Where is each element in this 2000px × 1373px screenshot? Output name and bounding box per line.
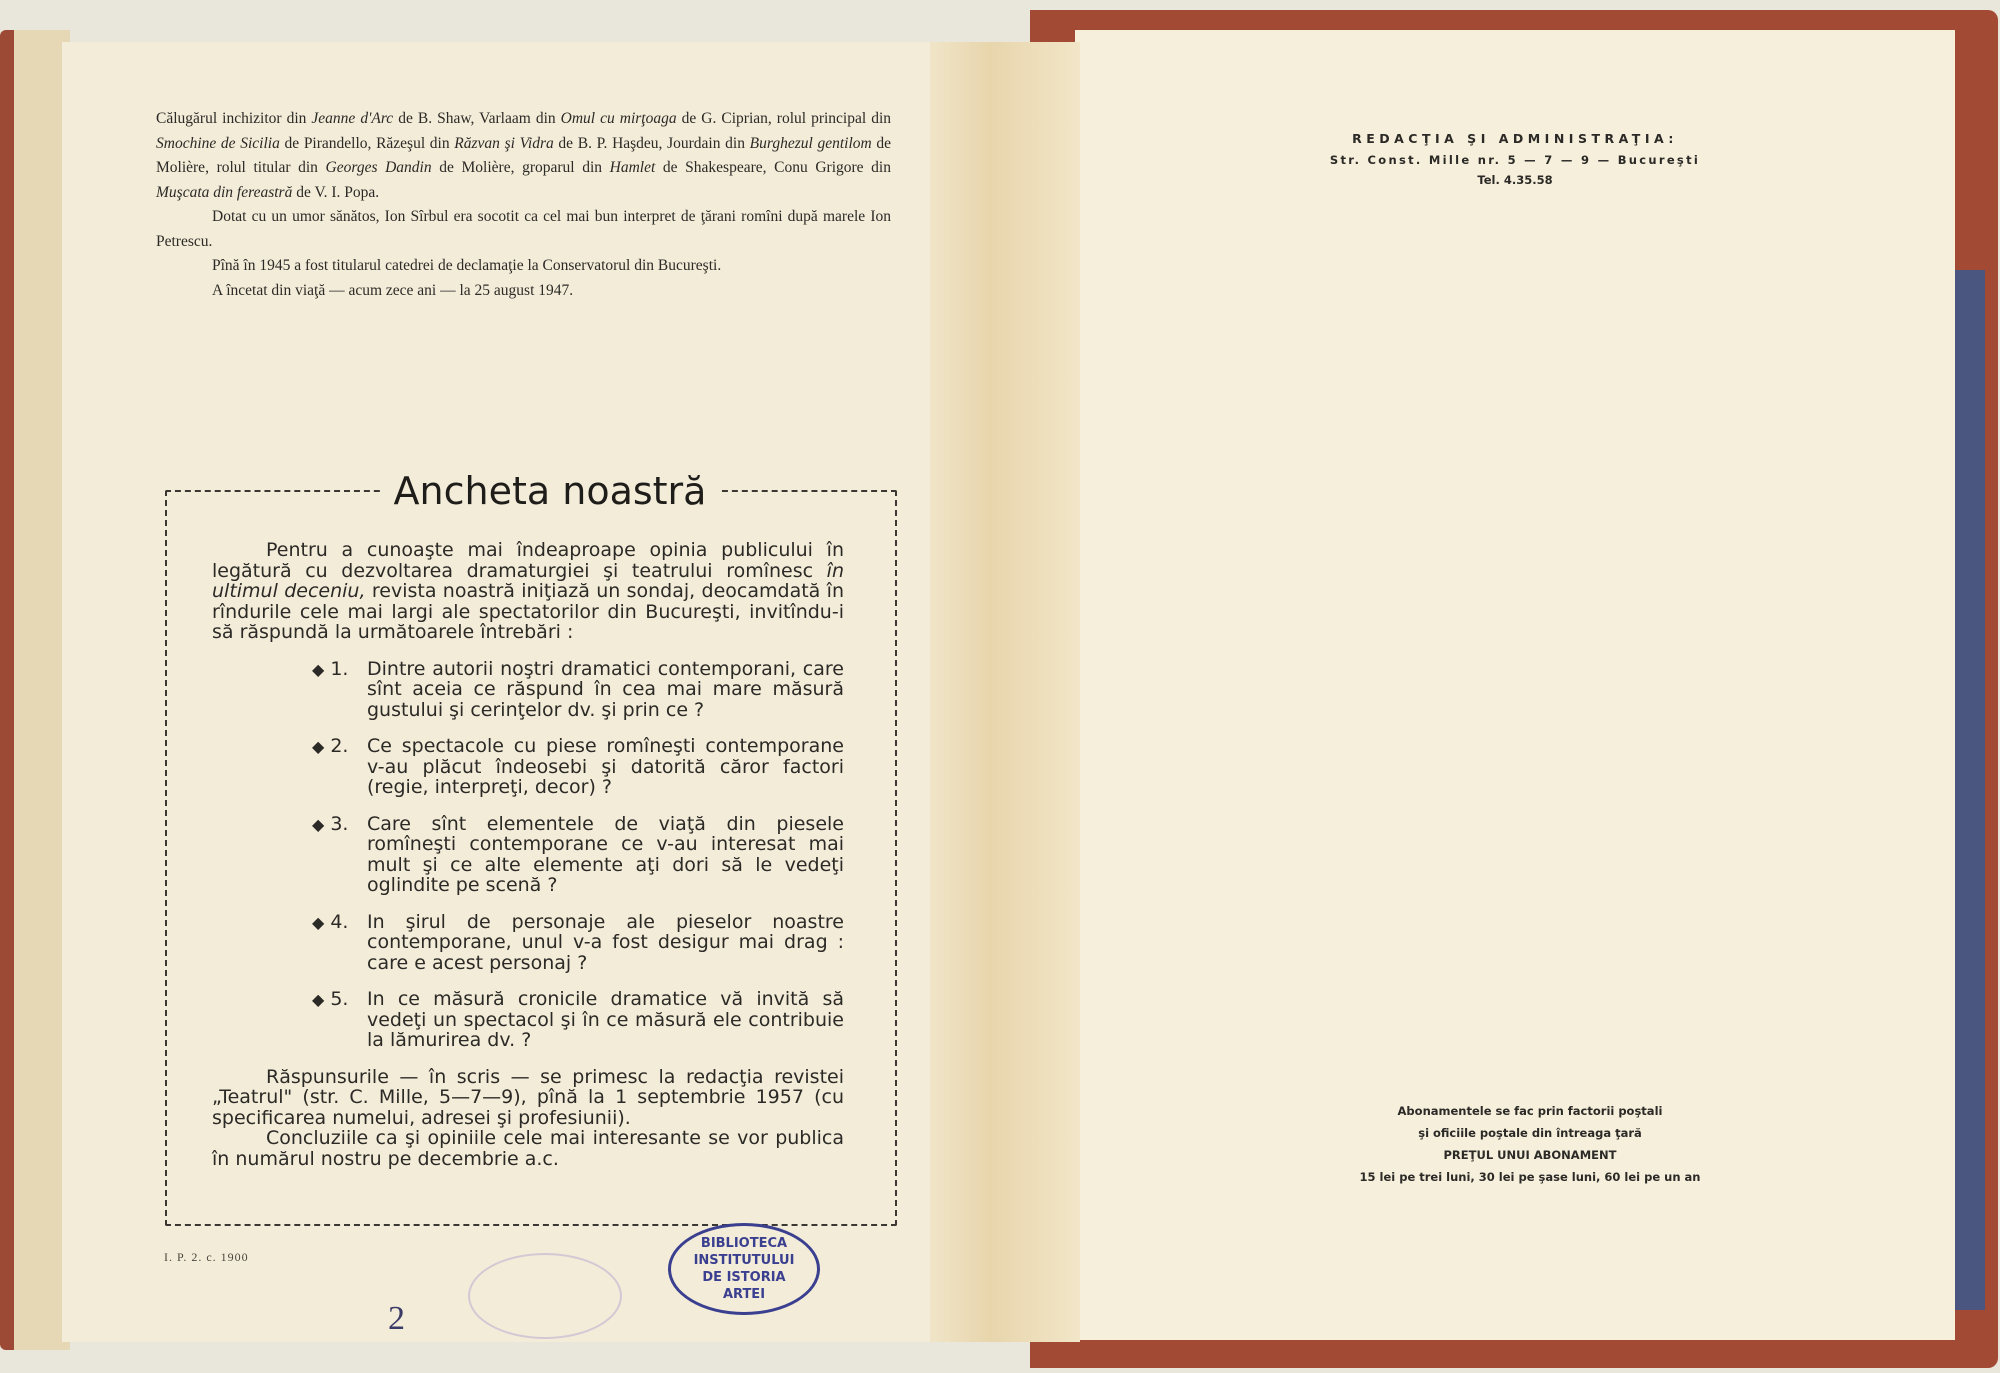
question-item [312,659,844,721]
handwritten-mark: 2 [388,1300,405,1337]
survey-closing-1: Răspunsurile — în scris — se primesc la redacţia revistei „Teatrul" (str. C. Mille, 5—7—9), pînă la 1 septembrie 1957 (cu specificarea numelui, adresei şi profesiunii). [212,1065,844,1129]
question-number: 1. [330,657,349,680]
book-gutter [930,42,1080,1342]
question-text: In ce măsură cronicile dramatice vă invită să vedeţi un spectacol şi în ce măsură ele contribuie la lămurirea dv. ? [367,988,844,1051]
bio-paragraph-4: A încetat din viaţă — acum zece ani — la 25 august 1947. [212,281,574,299]
survey-intro: Pentru a cunoaşte mai îndeaproape opinia publicului în legătură cu dezvoltarea dramaturgiei şi teatrului romînesc în ultimul deceniu, revista noastră iniţiază un sondaj, deocamdată în rîndurile cele mai largi ale spectatorilor din Bucureşti, invitîndu-i să răspundă la următoarele întrebări : [212,539,844,643]
editorial-phone: Tel. 4.35.58 [1477,173,1553,187]
question-list [212,659,844,1051]
survey-closing-2: Concluziile ca şi opiniile cele mai interesante se vor publica în numărul nostru pe decembrie a.c. [212,1127,844,1170]
subscription-line-2: şi oficiile poştale din întreaga ţară [1418,1126,1642,1140]
question-number: 3. [330,812,349,835]
question-number: 5. [330,988,349,1010]
survey-body [212,540,844,1169]
bio-paragraph-1: Călugărul inchizitor din Jeanne d'Arc de B. Shaw, Varlaam din Omul cu mirţoaga de G. Ciprian, rolul principal din Smochine de Sicilia de Pirandello, Răzeşul din Răzvan şi Vidra de B. P. Haşdeu, Jourdain din Burghezul gentilom de Molière, rolul titular din Georges Dandin de Molière, groparul din Hamlet de Shakespeare, Conu Grigore din Muşcata din fereastră de V. I. Popa. [156,110,892,201]
book-edge-left [0,30,70,1350]
question-item [312,989,844,1051]
question-item [312,912,844,974]
diamond-bullet-icon: ◆ [312,912,325,932]
library-stamp: BIBLIOTECA INSTITUTULUI DE ISTORIA ARTEI [668,1223,820,1315]
diamond-bullet-icon: ◆ [312,659,325,679]
price-details: 15 lei pe trei luni, 30 lei pe şase luni, 60 lei pe un an [1359,1170,1701,1184]
question-text: In şirul de personaje ale pieselor noastre contemporane, unul v-a fost desigur mai drag : care e acest personaj ? [367,910,844,974]
editorial-info [1305,128,1725,190]
price-heading: PREŢUL UNUI ABONAMENT [1443,1148,1617,1162]
question-text: Ce spectacole cu piese romîneşti contemporane v-au plăcut îndeosebi şi datorită căror factori (regie, interpreţi, decor) ? [367,735,844,798]
editorial-heading: REDACŢIA ŞI ADMINISTRAŢIA: [1352,131,1678,146]
faded-library-stamp [468,1253,622,1339]
question-number: 2. [330,735,349,757]
print-code: I. P. 2. c. 1900 [164,1250,249,1264]
bio-paragraph-3: Pînă în 1945 a fost titularul catedrei de declamaţie la Conservatorul din Bucureşti. [212,257,722,274]
question-item [312,736,844,798]
diamond-bullet-icon: ◆ [312,814,325,834]
survey-title: Ancheta noastră [380,463,720,519]
subscription-info [1310,1100,1750,1188]
diamond-bullet-icon: ◆ [312,737,325,756]
subscription-line-1: Abonamentele se fac prin factorii poştali [1397,1104,1663,1118]
question-item [312,814,844,896]
bio-paragraph-2: Dotat cu un umor sănătos, Ion Sîrbul era socotit ca cel mai bun interpret de ţărani romîni după marele Ion Petrescu. [156,208,891,250]
question-number: 4. [330,910,349,933]
question-text: Dintre autorii noştri dramatici contemporani, care sînt aceia ce răspund în cea mai mare măsură gustului şi cerinţelor dv. şi prin ce ? [367,657,844,721]
editorial-address: Str. Const. Mille nr. 5 — 7 — 9 — Bucureşti [1329,153,1701,167]
diamond-bullet-icon: ◆ [312,990,325,1009]
question-text: Care sînt elementele de viaţă din piesele romîneşti contemporane ce v-au interesat mai mult şi ce alte elemente aţi dori să le vedeţi oglindite pe scenă ? [367,812,844,896]
bio-text [156,107,891,303]
